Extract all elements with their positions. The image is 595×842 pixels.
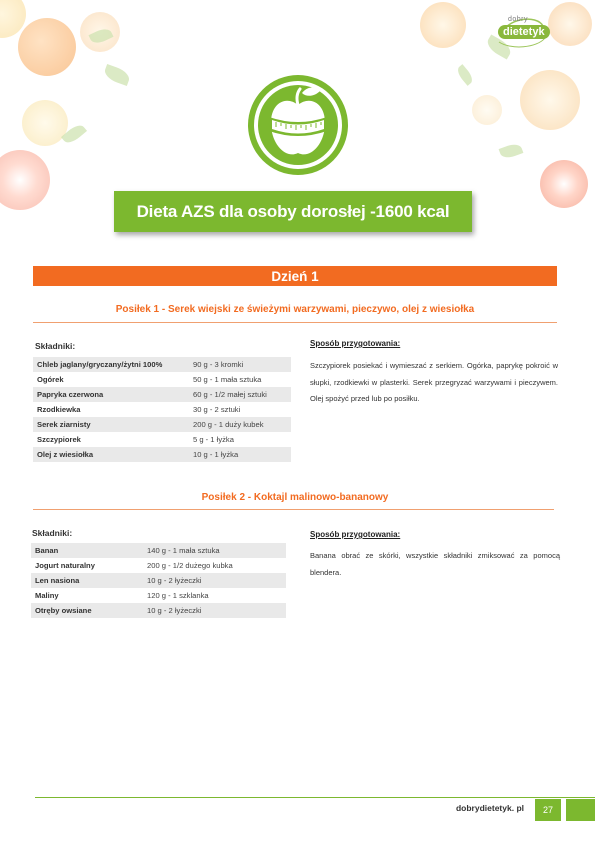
lemon-fruit-image <box>472 95 502 125</box>
ingredient-name: Olej z wiesiołka <box>33 447 189 462</box>
table-row <box>31 603 286 618</box>
meal-1-prep-label: Sposób przygotowania: <box>310 339 401 348</box>
meal-2-ingredients-label: Składniki: <box>32 528 73 538</box>
table-row <box>33 372 291 387</box>
meal-1-prep-text: Szczypiorek posiekać i wymieszać z serkiem. Ogórka, paprykę pokroić w słupki, rzodkiewki w plasterki. Serek przegryzać warzywami i pieczywem. Olej spożyć przed lub po posiłku. <box>310 361 558 403</box>
ingredient-name: Banan <box>31 543 143 558</box>
ingredient-amount: 10 g - 2 łyżeczki <box>143 603 286 618</box>
table-row <box>33 387 291 402</box>
page-number: 27 <box>535 799 561 821</box>
table-row <box>33 357 291 372</box>
leaf-image <box>499 142 524 161</box>
leaf-image <box>102 64 131 86</box>
table-row <box>33 432 291 447</box>
table-row <box>31 558 286 573</box>
apple-measuring-tape-icon <box>246 73 350 177</box>
table-row <box>31 573 286 588</box>
ingredient-name: Szczypiorek <box>33 432 189 447</box>
ingredient-amount: 10 g - 2 łyżeczki <box>143 573 286 588</box>
orange-fruit-image <box>520 70 580 130</box>
meal-1-title: Posiłek 1 - Serek wiejski ze świeżymi warzywami, pieczywo, olej z wiesiołka <box>115 304 475 315</box>
table-row <box>33 402 291 417</box>
meal-1-ingredients-table <box>33 357 291 462</box>
ingredient-amount: 10 g - 1 łyżka <box>189 447 291 462</box>
meal-1-ingredients-label: Składniki: <box>35 341 76 351</box>
footer-site-link[interactable]: dobrydietetyk. pl <box>455 803 524 813</box>
meal-2-divider <box>33 509 554 510</box>
ingredient-name: Papryka czerwona <box>33 387 189 402</box>
grapefruit-slice-image <box>540 160 588 208</box>
orange-fruit-image <box>18 18 76 76</box>
ingredient-amount: 90 g - 3 kromki <box>189 357 291 372</box>
ingredient-amount: 200 g - 1 duży kubek <box>189 417 291 432</box>
ingredient-name: Len nasiona <box>31 573 143 588</box>
ingredient-amount: 200 g - 1/2 dużego kubka <box>143 558 286 573</box>
ingredient-name: Jogurt naturalny <box>31 558 143 573</box>
meal-2-prep-label: Sposób przygotowania: <box>310 530 401 539</box>
leaf-image <box>455 64 476 86</box>
ingredient-name: Ogórek <box>33 372 189 387</box>
grapefruit-slice-image <box>0 150 50 210</box>
meal-2-title: Posiłek 2 - Koktajl malinowo-bananowy <box>201 492 389 503</box>
page-title: Dieta AZS dla osoby dorosłej -1600 kcal <box>114 191 472 232</box>
ingredient-amount: 5 g - 1 łyżka <box>189 432 291 447</box>
table-row <box>31 543 286 558</box>
ingredient-name: Otręby owsiane <box>31 603 143 618</box>
ingredient-amount: 120 g - 1 szklanka <box>143 588 286 603</box>
logo-text-big: dietetyk <box>498 25 550 39</box>
day-header: Dzień 1 <box>33 266 557 286</box>
footer-accent-block <box>566 799 595 821</box>
ingredient-amount: 50 g - 1 mała sztuka <box>189 372 291 387</box>
meal-2-prep-text: Banana obrać ze skórki, wszystkie składniki zmiksować za pomocą blendera. <box>310 551 560 577</box>
orange-fruit-image <box>420 2 466 48</box>
logo-text-small: dobry <box>508 16 529 23</box>
ingredient-name: Rzodkiewka <box>33 402 189 417</box>
lemon-fruit-image <box>22 100 68 146</box>
ingredient-name: Maliny <box>31 588 143 603</box>
meal-2-ingredients-table <box>31 543 286 618</box>
ingredient-name: Serek ziarnisty <box>33 417 189 432</box>
ingredient-amount: 30 g - 2 sztuki <box>189 402 291 417</box>
meal-1-divider <box>33 322 557 323</box>
table-row <box>33 417 291 432</box>
orange-fruit-image <box>548 2 592 46</box>
table-row <box>33 447 291 462</box>
ingredient-name: Chleb jaglany/gryczany/żytni 100% <box>33 357 189 372</box>
ingredient-amount: 60 g - 1/2 małej sztuki <box>189 387 291 402</box>
footer-divider <box>35 797 595 798</box>
dobry-dietetyk-logo[interactable] <box>493 12 549 52</box>
ingredient-amount: 140 g - 1 mała sztuka <box>143 543 286 558</box>
table-row <box>31 588 286 603</box>
